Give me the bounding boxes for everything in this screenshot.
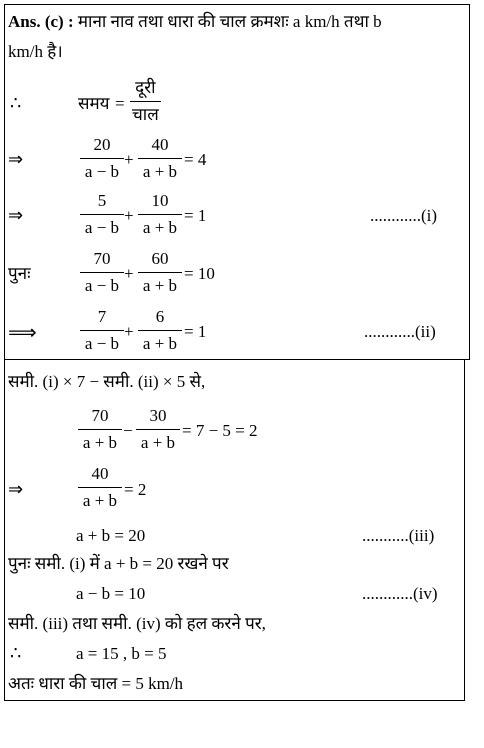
eq1-den1: a − b — [84, 162, 120, 181]
eq6-num1: 40 — [91, 464, 109, 483]
eq5-num1: 70 — [91, 406, 109, 425]
fraction-bar — [138, 272, 182, 273]
eq3-prefix: पुनः — [8, 264, 31, 283]
eq2-den1: a − b — [84, 218, 120, 237]
eq5-den1: a + b — [82, 433, 118, 452]
eq3-num1: 70 — [93, 249, 111, 268]
formula-fraction — [130, 78, 161, 125]
fraction-bar — [130, 101, 161, 102]
eq4-tag: ............(ii) — [364, 322, 436, 341]
eq3-den2: a + b — [142, 276, 178, 295]
implies-symbol: ⟹ — [8, 320, 37, 344]
eq3-num2: 60 — [151, 249, 169, 268]
minus-sign: − — [123, 421, 133, 440]
fraction-bar — [138, 214, 182, 215]
formula-denominator: चाल — [132, 105, 159, 124]
implies-symbol: ⇒ — [8, 149, 24, 170]
formula-lhs: समय — [78, 94, 110, 113]
fraction-bar — [78, 487, 122, 488]
eq2-rhs: = 1 — [184, 206, 207, 225]
eq8-text: a − b = 10 — [76, 584, 146, 603]
fraction-bar — [80, 330, 124, 331]
final-answer: अतः धारा की चाल = 5 km/h — [8, 674, 184, 693]
plus-sign: + — [124, 150, 134, 169]
eq6-rhs: = 2 — [124, 480, 147, 499]
plus-sign: + — [124, 322, 134, 341]
formula-numerator: दूरी — [135, 78, 156, 97]
fraction-bar — [78, 429, 122, 430]
step2-text: पुनः समी. (i) में a + b = 20 रखने पर — [8, 554, 229, 573]
eq2-fraction-2 — [138, 191, 182, 238]
fraction-bar — [138, 330, 182, 331]
fraction-bar — [80, 158, 124, 159]
eq1-rhs: = 4 — [184, 150, 207, 169]
eq1-num2: 40 — [151, 135, 169, 154]
eq2-tag: ............(i) — [370, 206, 438, 225]
eq3-fraction-1 — [80, 249, 124, 296]
answer-label: Ans. (c) : — [8, 12, 74, 31]
eq4-fraction-2 — [138, 307, 182, 354]
solution-box-top — [4, 4, 470, 360]
eq3-rhs: = 10 — [184, 264, 215, 283]
eq1-den2: a + b — [142, 162, 178, 181]
eq4-num1: 7 — [97, 307, 107, 326]
eq4-den1: a − b — [84, 334, 120, 353]
eq9-text: a = 15 , b = 5 — [76, 644, 167, 663]
implies-symbol: ⇒ — [8, 205, 24, 226]
eq5-rhs: = 7 − 5 = 2 — [182, 421, 258, 440]
plus-sign: + — [124, 206, 134, 225]
formula-equals: = — [115, 94, 125, 113]
eq1-num1: 20 — [93, 135, 111, 154]
eq1-fraction-1 — [80, 135, 124, 182]
eq5-den2: a + b — [140, 433, 176, 452]
intro-text-line2: km/h है। — [8, 42, 63, 61]
eq8-tag: ............(iv) — [362, 584, 438, 603]
eq4-rhs: = 1 — [184, 322, 207, 341]
eq2-num1: 5 — [97, 191, 107, 210]
eq7-tag: ...........(iii) — [362, 526, 435, 545]
fraction-bar — [80, 214, 124, 215]
eq2-num2: 10 — [151, 191, 169, 210]
eq3-fraction-2 — [138, 249, 182, 296]
fraction-bar — [136, 429, 180, 430]
eq6-den1: a + b — [82, 491, 118, 510]
fraction-bar — [80, 272, 124, 273]
step-text: समी. (i) × 7 − समी. (ii) × 5 से, — [8, 372, 206, 391]
eq4-fraction-1 — [80, 307, 124, 354]
eq4-den2: a + b — [142, 334, 178, 353]
intro-text: माना नाव तथा धारा की चाल क्रमशः a km/h तथा b — [77, 12, 382, 31]
therefore-symbol: ∴ — [10, 643, 22, 664]
eq7-text: a + b = 20 — [76, 526, 146, 545]
eq4-num2: 6 — [155, 307, 165, 326]
fraction-bar — [138, 158, 182, 159]
eq2-den2: a + b — [142, 218, 178, 237]
eq2-fraction-1 — [80, 191, 124, 238]
eq5-fraction-2 — [136, 406, 180, 453]
therefore-symbol: ∴ — [10, 93, 22, 114]
eq5-fraction-1 — [78, 406, 122, 453]
step3-text: समी. (iii) तथा समी. (iv) को हल करने पर, — [8, 614, 266, 633]
eq3-den1: a − b — [84, 276, 120, 295]
eq1-fraction-2 — [138, 135, 182, 182]
plus-sign: + — [124, 264, 134, 283]
eq5-num2: 30 — [149, 406, 167, 425]
implies-symbol: ⇒ — [8, 479, 24, 500]
answer-intro-line1 — [8, 12, 382, 32]
eq6-fraction — [78, 464, 122, 511]
